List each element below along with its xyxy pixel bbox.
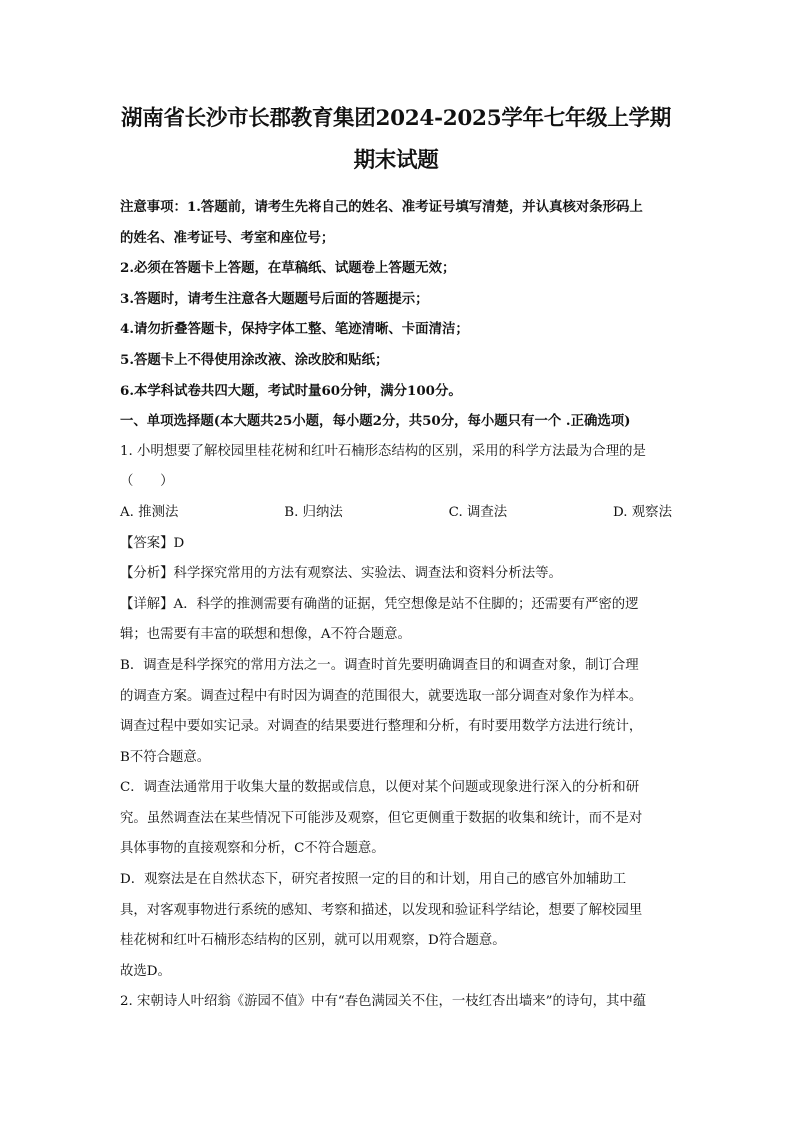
detail-line: C．调查法通常用于收集大量的数据或信息，以便对某个问题或现象进行深入的分析和研	[120, 780, 640, 796]
detail-line: 究。虽然调查法在某些情况下可能涉及观察，但它更侧重于数据的收集和统计，而不是对	[120, 810, 643, 826]
question-stem-blank: （ ）	[120, 474, 174, 490]
note-line: 注意事项：1.答题前，请考生先将自己的姓名、准考证号填写清楚，并认真核对条形码上	[120, 199, 643, 215]
option-c: C. 调查法	[448, 504, 508, 520]
analysis-line: 【分析】科学探究常用的方法有观察法、实验法、调查法和资料分析法等。	[120, 566, 562, 582]
question-1	[120, 437, 672, 988]
detail-line: B不符合题意。	[120, 749, 211, 765]
detail-line: B．调查是科学探究的常用方法之一。调查时首先要明确调查目的和调查对象，制订合理	[120, 657, 639, 673]
option-d: D. 观察法	[613, 504, 672, 520]
section-heading: 一、单项选择题(本大题共25小题，每小题2分，共50分，每小题只有一个 .正确选项)	[120, 413, 631, 430]
question-stem: 2. 宋朝诗人叶绍翁《游园不值》中有“春色满园关不住，一枝红杏出墙来”的诗句，其中蕴	[120, 994, 647, 1010]
document-page	[120, 0, 672, 1018]
detail-line: 具体事物的直接观察和分析，C不符合题意。	[120, 841, 385, 857]
note-line: 6.本学科试卷共四大题，考试时量60分钟，满分100分。	[120, 382, 462, 399]
note-line: 4.请勿折叠答题卡，保持字体工整、笔迹清晰、卡面清洁；	[120, 321, 469, 338]
detail-line: 具，对客观事物进行系统的感知、考察和描述，以发现和验证科学结论，想要了解校园里	[120, 902, 643, 918]
conclusion-line: 故选D。	[120, 963, 171, 979]
detail-line: 的调查方案。调查过程中有时因为调查的范围很大，就要选取一部分调查对象作为样本。	[120, 688, 643, 704]
detail-line: 【详解】A．科学的推测需要有确凿的证据，凭空想像是站不住脚的；还需要有严密的逻	[120, 596, 639, 612]
question-options	[120, 498, 672, 529]
question-2	[120, 987, 672, 1018]
document-title-line-1: 湖南省长沙市长郡教育集团2024-2025学年七年级上学期	[121, 106, 671, 131]
note-line: 5.答题卡上不得使用涂改液、涂改胶和贴纸；	[120, 351, 389, 368]
exam-notes	[120, 192, 672, 437]
document-title-line-2: 期末试题	[353, 148, 439, 173]
detail-line: 桂花树和红叶石楠形态结构的区别，就可以用观察，D符合题意。	[120, 933, 506, 949]
note-line: 3.答题时，请考生注意各大题题号后面的答题提示；	[120, 290, 429, 307]
answer-line: 【答案】D	[120, 535, 185, 551]
detail-line: 辑；也需要有丰富的联想和想像，A不符合题意。	[120, 627, 411, 643]
option-b: B. 归纳法	[284, 504, 343, 520]
question-stem: 1. 小明想要了解校园里桂花树和红叶石楠形态结构的区别，采用的科学方法最为合理的是	[120, 443, 646, 459]
detail-line: 调查过程中要如实记录。对调查的结果要进行整理和分析，有时要用数学方法进行统计，	[120, 719, 643, 735]
note-line: 2.必须在答题卡上答题，在草稿纸、试题卷上答题无效；	[120, 260, 456, 277]
option-a: A. 推测法	[120, 504, 179, 520]
detail-line: D．观察法是在自然状态下，研究者按照一定的目的和计划，用自己的感官外加辅助工	[120, 872, 627, 888]
note-line: 的姓名、准考证号、考室和座位号；	[120, 229, 335, 246]
